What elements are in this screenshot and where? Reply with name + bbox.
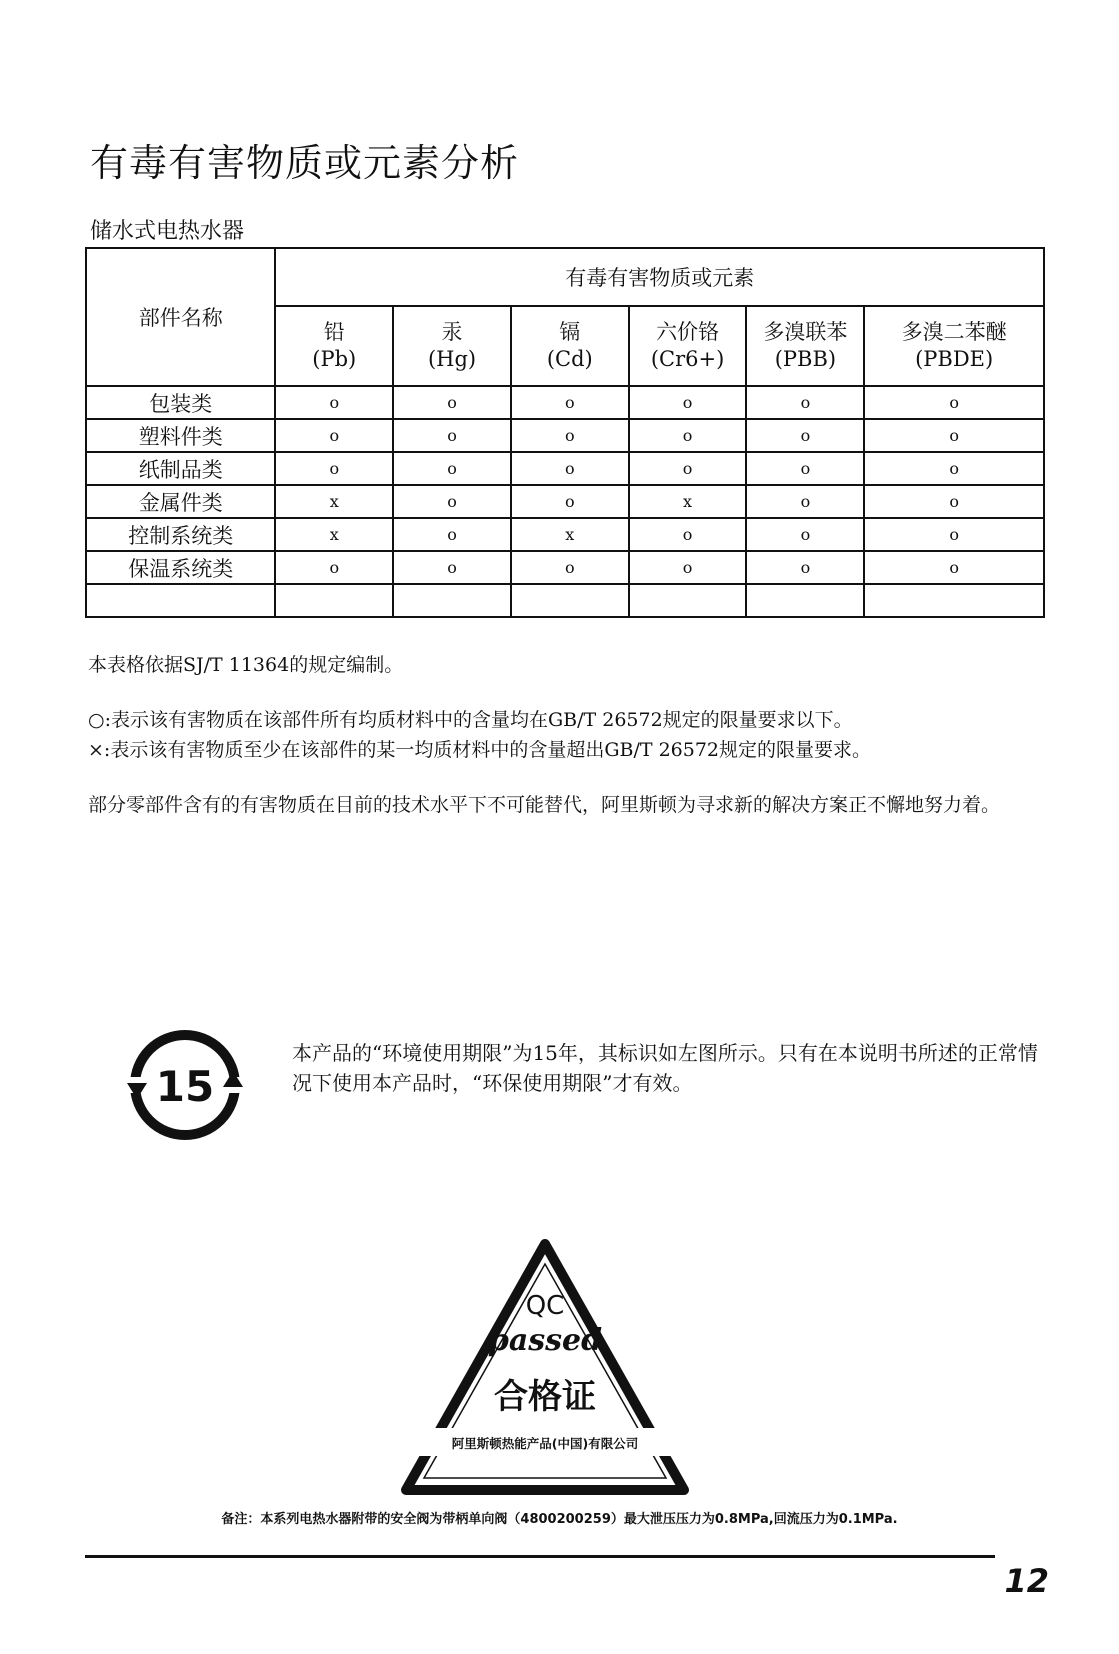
- qc-passed-label: [400, 1238, 690, 1500]
- replacement-paragraph: 部分零部件含有的有害物质在目前的技术水平下不可能替代，阿里斯顿为寻求新的解决方案正不懈地努力着。: [88, 794, 1001, 816]
- qualified-text: 合格证: [494, 1377, 596, 1417]
- substance-status-cell: o: [629, 452, 747, 485]
- table-row: [86, 485, 1044, 518]
- substance-status-cell: o: [746, 551, 864, 584]
- table-row: [86, 419, 1044, 452]
- part-name-cell: 金属件类: [86, 485, 275, 518]
- substance-status-cell: o: [746, 386, 864, 419]
- substance-status-cell: o: [511, 485, 629, 518]
- substance-header: [864, 306, 1044, 386]
- substance-name: 多溴联苯: [763, 319, 848, 344]
- substance-status-cell: o: [746, 452, 864, 485]
- substance-status-cell: o: [864, 452, 1044, 485]
- epup-description: 本产品的“环境使用期限”为15年，其标识如左图所示。只有在本说明书所述的正常情况下使用本产品时，“环保使用期限”才有效。: [292, 1041, 1038, 1095]
- substance-status-cell: o: [393, 419, 511, 452]
- empty-cell: [746, 584, 864, 617]
- hazardous-substances-table: [85, 247, 1045, 618]
- substance-name: 六价铬: [656, 319, 720, 344]
- substance-status-cell: o: [746, 419, 864, 452]
- part-name-cell: 控制系统类: [86, 518, 275, 551]
- epup-number: 15: [155, 1062, 215, 1111]
- page-number: 12: [1004, 1562, 1049, 1600]
- part-name-cell: 包装类: [86, 386, 275, 419]
- table-row: [86, 518, 1044, 551]
- substance-status-cell: o: [864, 419, 1044, 452]
- part-name-cell: 塑料件类: [86, 419, 275, 452]
- table-row: [86, 386, 1044, 419]
- substance-header: [629, 306, 747, 386]
- substance-header: [511, 306, 629, 386]
- part-name-cell: 纸制品类: [86, 452, 275, 485]
- substance-symbol: (Cd): [546, 347, 593, 371]
- legend-x: ×:表示该有害物质至少在该部件的某一均质材料中的含量超出GB/T 26572规定的限量要求。: [88, 739, 872, 761]
- product-subtitle: 储水式电热水器: [90, 219, 245, 244]
- substance-status-cell: o: [393, 452, 511, 485]
- substance-status-cell: x: [511, 518, 629, 551]
- substance-name: 汞: [441, 319, 463, 344]
- substance-name: 多溴二苯醚: [901, 319, 1007, 344]
- substance-status-cell: o: [275, 452, 393, 485]
- table-row: [86, 551, 1044, 584]
- substance-group-header: 有毒有害物质或元素: [275, 248, 1044, 306]
- substance-status-cell: o: [511, 551, 629, 584]
- substance-status-cell: o: [629, 386, 747, 419]
- substance-status-cell: o: [511, 386, 629, 419]
- substance-status-cell: o: [275, 386, 393, 419]
- substance-symbol: (PBB): [774, 347, 837, 371]
- basis-note: 本表格依据SJ/T 11364的规定编制。: [88, 654, 404, 676]
- substance-symbol: (Hg): [427, 347, 477, 371]
- empty-row: [86, 584, 1044, 617]
- substance-status-cell: o: [393, 386, 511, 419]
- substance-status-cell: o: [393, 518, 511, 551]
- part-name-cell: 保温系统类: [86, 551, 275, 584]
- substance-status-cell: o: [864, 485, 1044, 518]
- substance-status-cell: o: [746, 485, 864, 518]
- substance-status-cell: x: [629, 485, 747, 518]
- empty-cell: [275, 584, 393, 617]
- substance-symbol: (Cr6+): [650, 347, 725, 371]
- empty-cell: [864, 584, 1044, 617]
- substance-symbol: (PBDE): [915, 347, 994, 371]
- substance-header: [275, 306, 393, 386]
- substance-status-cell: o: [275, 551, 393, 584]
- substance-status-cell: o: [629, 518, 747, 551]
- passed-text: passed: [487, 1323, 603, 1358]
- substance-name: 铅: [323, 319, 345, 344]
- substance-symbol: (Pb): [312, 347, 357, 371]
- substance-status-cell: o: [864, 386, 1044, 419]
- legend: [88, 705, 871, 765]
- substance-status-cell: o: [511, 419, 629, 452]
- substance-status-cell: o: [511, 452, 629, 485]
- page-title: 有毒有害物质或元素分析: [90, 141, 520, 185]
- footer-rule: [85, 1555, 995, 1558]
- empty-cell: [393, 584, 511, 617]
- empty-cell: [86, 584, 275, 617]
- substance-status-cell: x: [275, 485, 393, 518]
- legend-o: ○:表示该有害物质在该部件所有均质材料中的含量均在GB/T 26572规定的限量要求以下。: [88, 709, 853, 731]
- substance-status-cell: o: [393, 551, 511, 584]
- substance-status-cell: o: [629, 419, 747, 452]
- company-text: 阿里斯顿热能产品(中国)有限公司: [451, 1436, 639, 1451]
- substance-status-cell: o: [275, 419, 393, 452]
- footnote: 备注：本系列电热水器附带的安全阀为带柄单向阀（4800200259）最大泄压压力为0.8MPa,回流压力为0.1MPa.: [221, 1512, 898, 1527]
- substance-status-cell: o: [864, 518, 1044, 551]
- empty-cell: [629, 584, 747, 617]
- substance-header: [746, 306, 864, 386]
- substance-status-cell: o: [746, 518, 864, 551]
- substance-status-cell: x: [275, 518, 393, 551]
- substance-name: 镉: [559, 319, 581, 344]
- qc-text: QC: [525, 1291, 565, 1321]
- substance-status-cell: o: [864, 551, 1044, 584]
- part-name-header: 部件名称: [86, 248, 275, 386]
- substance-status-cell: o: [629, 551, 747, 584]
- environmental-period-icon: [125, 1025, 245, 1145]
- table-row: [86, 452, 1044, 485]
- substance-header: [393, 306, 511, 386]
- substance-status-cell: o: [393, 485, 511, 518]
- empty-cell: [511, 584, 629, 617]
